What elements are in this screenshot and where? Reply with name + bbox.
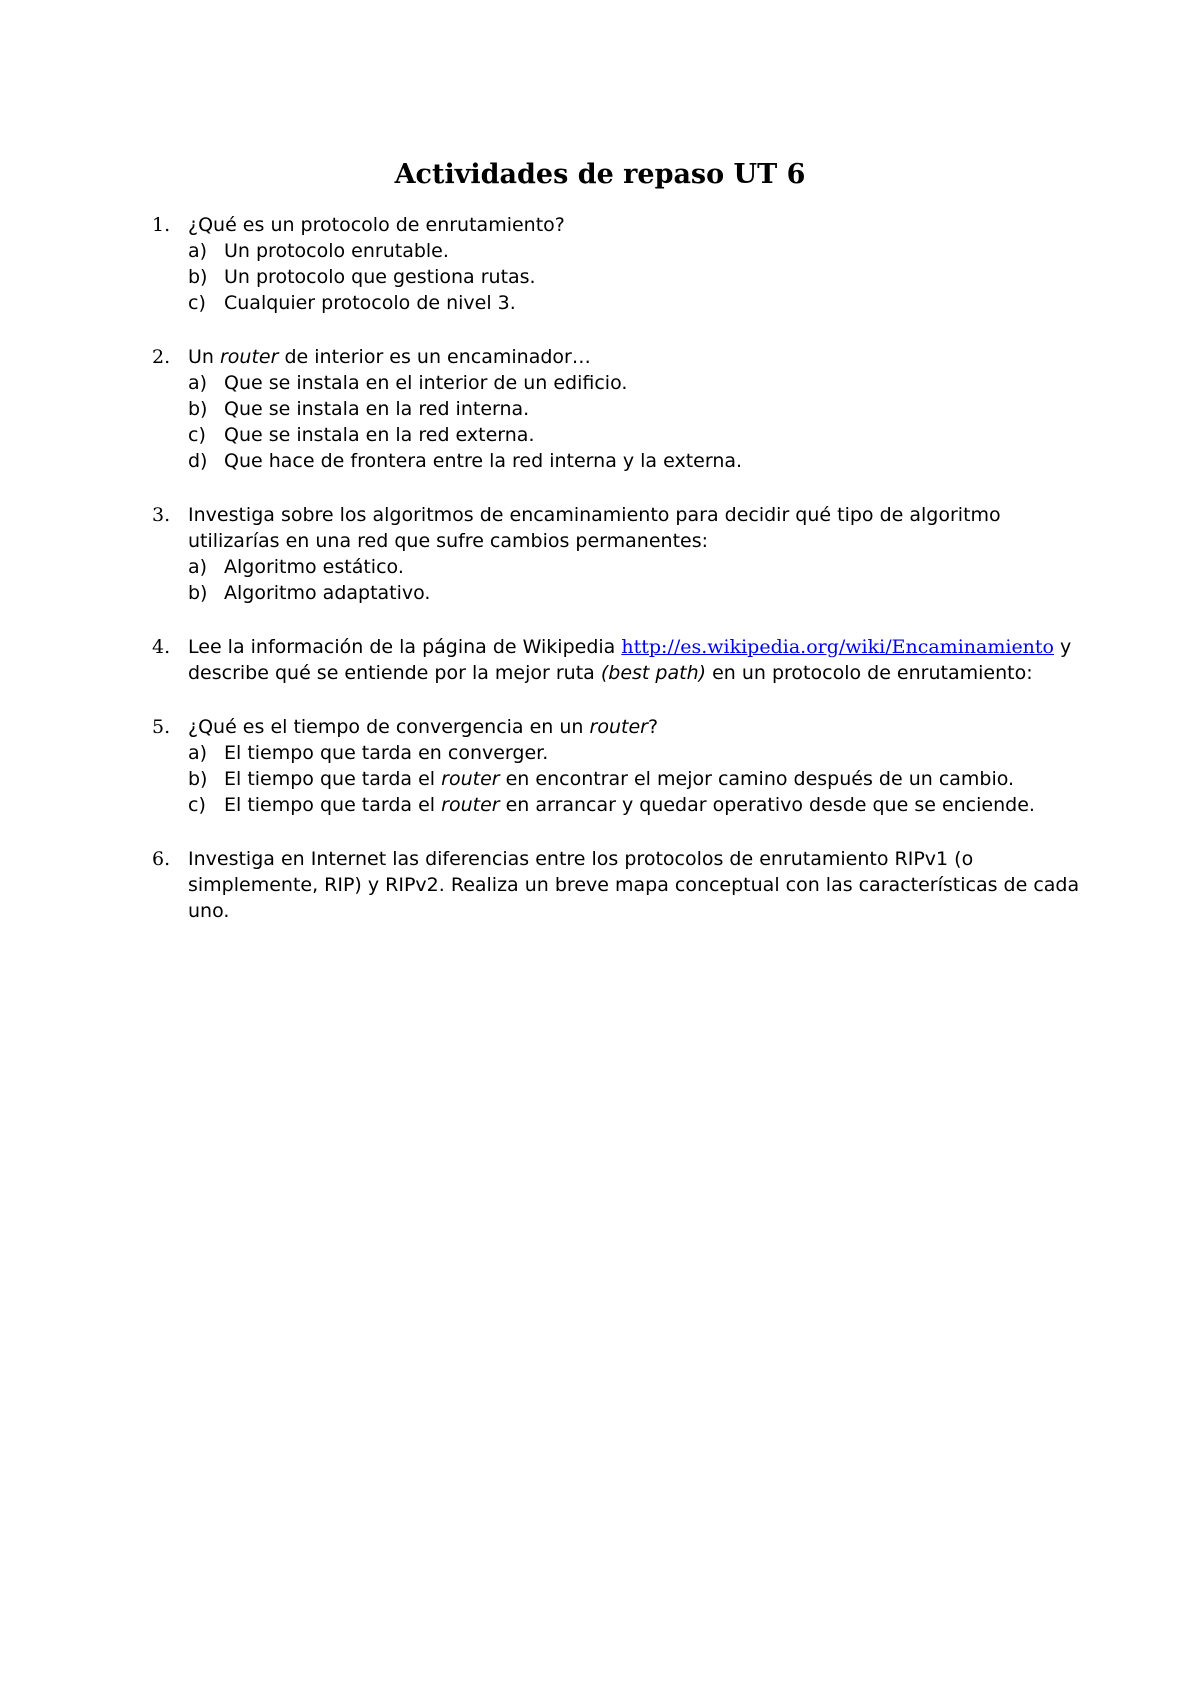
question-5 — [0, 714, 1200, 818]
question-text-emphasis: (best path) — [600, 662, 707, 684]
option-label: b) — [188, 398, 208, 420]
option-label: a) — [188, 556, 208, 578]
question-text-post: en un protocolo de enrutamiento: — [706, 662, 1033, 684]
question-number: 3. — [152, 504, 171, 526]
question-text-pre: Un — [188, 346, 220, 368]
option-text: Que se instala en el interior de un edificio. — [224, 372, 628, 394]
option-a — [0, 554, 1200, 580]
option-label: a) — [188, 742, 208, 764]
option-text: Un protocolo enrutable. — [224, 240, 449, 262]
option-text: Que se instala en la red externa. — [224, 424, 535, 446]
option-a — [0, 238, 1200, 264]
option-b — [0, 580, 1200, 606]
option-text-pre: El tiempo que tarda el — [224, 794, 442, 816]
option-c — [0, 422, 1200, 448]
option-list — [0, 740, 1200, 818]
question-text-pre: Lee la información de la página de Wikipedia — [188, 636, 622, 658]
question-number: 1. — [152, 214, 171, 236]
question-6 — [0, 846, 1200, 924]
option-text: Que hace de frontera entre la red interna y la externa. — [224, 450, 743, 472]
question-text — [188, 634, 1088, 686]
question-4 — [0, 634, 1200, 686]
option-c — [0, 792, 1200, 818]
option-label: a) — [188, 372, 208, 394]
question-text: Investiga sobre los algoritmos de encaminamiento para decidir qué tipo de algoritmo utilizarías en una red que sufre cambios permanentes: — [188, 504, 1001, 552]
question-2 — [0, 344, 1200, 474]
option-text: Que se instala en la red interna. — [224, 398, 530, 420]
question-text-emphasis: router — [220, 346, 279, 368]
question-text — [188, 344, 1088, 370]
option-text: Un protocolo que gestiona rutas. — [224, 266, 536, 288]
option-list — [0, 554, 1200, 606]
option-text-post: en arrancar y quedar operativo desde que se enciende. — [499, 794, 1035, 816]
question-text — [188, 714, 1088, 740]
page-title: Actividades de repaso UT 6 — [394, 159, 806, 191]
option-label: a) — [188, 240, 208, 262]
question-number: 4. — [152, 636, 171, 658]
option-list — [0, 238, 1200, 316]
question-text-emphasis: router — [589, 716, 648, 738]
option-text: Cualquier protocolo de nivel 3. — [224, 292, 516, 314]
option-text: El tiempo que tarda en converger. — [224, 742, 549, 764]
option-a — [0, 370, 1200, 396]
option-text: Algoritmo adaptativo. — [224, 582, 431, 604]
question-text-post: ? — [647, 716, 659, 738]
question-list — [0, 212, 1200, 952]
option-text-emphasis: router — [441, 794, 500, 816]
option-list — [0, 370, 1200, 474]
question-number: 6. — [152, 848, 171, 870]
option-c — [0, 290, 1200, 316]
option-a — [0, 740, 1200, 766]
question-text-post: de interior es un encaminador… — [278, 346, 591, 368]
question-text-pre: ¿Qué es el tiempo de convergencia en un — [188, 716, 590, 738]
question-text: Investiga en Internet las diferencias entre los protocolos de enrutamiento RIPv1 (o simplemente, RIP) y RIPv2. Realiza un breve mapa conceptual con las características de cada uno. — [188, 848, 1080, 922]
option-label: c) — [188, 292, 206, 314]
option-d — [0, 448, 1200, 474]
option-text-emphasis: router — [441, 768, 500, 790]
option-label: c) — [188, 794, 206, 816]
option-text-pre: El tiempo que tarda el — [224, 768, 442, 790]
question-3 — [0, 502, 1200, 606]
option-text-post: en encontrar el mejor camino después de un cambio. — [499, 768, 1015, 790]
option-text — [224, 766, 1104, 792]
option-text: Algoritmo estático. — [224, 556, 404, 578]
option-b — [0, 396, 1200, 422]
option-label: b) — [188, 582, 208, 604]
question-number: 2. — [152, 346, 171, 368]
question-text-mid: y describe qué se entiende por la mejor ruta — [188, 636, 1072, 684]
option-label: c) — [188, 424, 206, 446]
option-label: b) — [188, 266, 208, 288]
option-label: b) — [188, 768, 208, 790]
question-1 — [0, 212, 1200, 316]
option-b — [0, 766, 1200, 792]
option-b — [0, 264, 1200, 290]
wikipedia-link[interactable]: http://es.wikipedia.org/wiki/Encaminamiento — [621, 636, 1054, 658]
option-label: d) — [188, 450, 208, 472]
question-text: ¿Qué es un protocolo de enrutamiento? — [188, 214, 565, 236]
question-number: 5. — [152, 716, 171, 738]
option-text — [224, 792, 1104, 818]
